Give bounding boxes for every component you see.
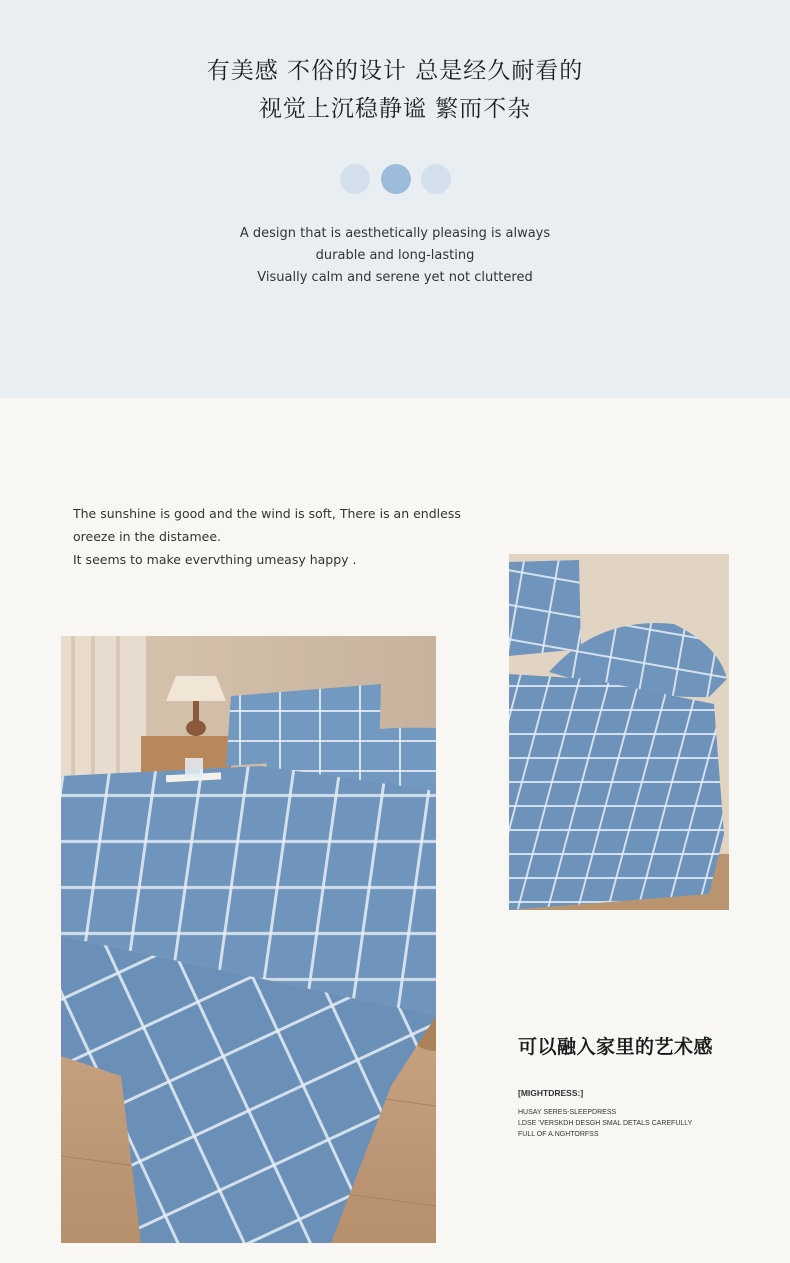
- header-title-line1: 有美感 不俗的设计 总是经久耐看的: [206, 58, 584, 84]
- intro-line1: The sunshine is good and the wind is soft, There is an endless: [73, 506, 461, 521]
- pager-dot-1[interactable]: [340, 164, 370, 194]
- header-section: [0, 0, 790, 398]
- header-title-line2: 视觉上沉稳静谧 繁而不杂: [258, 96, 532, 122]
- intro-line2: oreeze in the distamee.: [73, 529, 221, 544]
- caption-detail-1: HUSAY SERES-SLEEPDRESS: [518, 1109, 617, 1116]
- caption-title: 可以融入家里的艺术感: [518, 1036, 714, 1058]
- pager-dot-2-active[interactable]: [381, 164, 411, 194]
- header-desc-line3: Visually calm and serene yet not cluttered: [257, 270, 533, 285]
- bedroom-photo: [61, 636, 436, 1243]
- pager-dots: [340, 164, 452, 194]
- closeup-photo: [509, 554, 729, 910]
- header-desc-line1: A design that is aesthetically pleasing is always: [239, 226, 551, 241]
- pager-dot-3[interactable]: [421, 164, 451, 194]
- header-desc-line2: durable and long-lasting: [315, 248, 475, 263]
- caption-detail-3: FULL OF A.NGHTORFSS: [518, 1131, 599, 1138]
- caption-label: [MIGHTDRESS:]: [518, 1088, 584, 1098]
- intro-line3: It seems to make evervthing umeasy happy .: [73, 552, 357, 567]
- caption-detail-2: LDSE 'VERSKDH DESGH SMAL DETALS CAREFULLY: [518, 1120, 693, 1127]
